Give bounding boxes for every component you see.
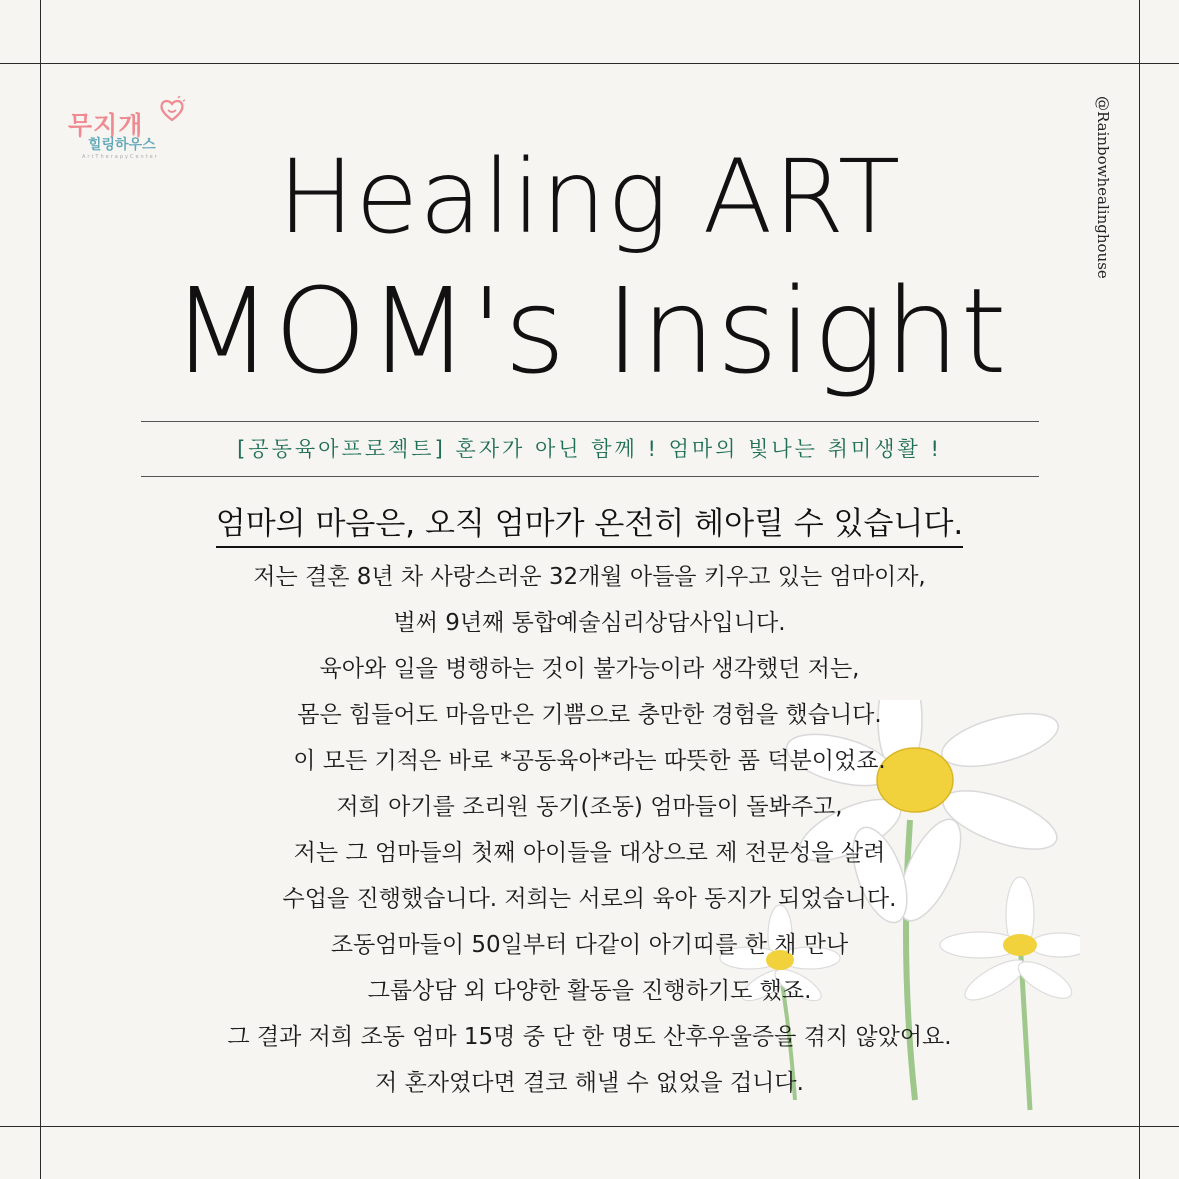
frame-line-top (0, 63, 1179, 64)
body-line: 육아와 일을 병행하는 것이 불가능이라 생각했던 저는, (319, 656, 860, 682)
body-line: 그 결과 저희 조동 엄마 15명 중 단 한 명도 산후우울증을 겪지 않았어요. (227, 1024, 952, 1050)
heart-logo-icon (158, 96, 186, 124)
body-line: 이 모든 기적은 바로 *공동육아*라는 따뜻한 품 덕분이었죠. (293, 748, 886, 774)
title-line-2: MOM's Insight (171, 262, 1008, 400)
headline-text: 엄마의 마음은, 오직 엄마가 온전히 헤아릴 수 있습니다. (216, 498, 964, 548)
subtitle-rule-bottom (141, 476, 1039, 477)
body-line: 몸은 힘들어도 마음만은 기쁨으로 충만한 경험을 했습니다. (297, 702, 882, 728)
logo-tagline: ArtTherapyCenter (82, 154, 159, 160)
body-line: 벌써 9년째 통합예술심리상담사입니다. (393, 610, 786, 636)
body-line: 그룹상담 외 다양한 활동을 진행하기도 했죠. (367, 978, 812, 1004)
frame-line-bottom (0, 1126, 1179, 1127)
body-line: 저는 그 엄마들의 첫째 아이들을 대상으로 제 전문성을 살려 (293, 840, 886, 866)
logo-sub-text: 힐링하우스 (88, 137, 156, 153)
body-line: 저는 결혼 8년 차 사랑스러운 32개월 아들을 키우고 있는 엄마이자, (253, 564, 926, 590)
title-line-1: Healing ART (277, 138, 902, 257)
subtitle: [공동육아프로젝트] 혼자가 아닌 함께 ! 엄마의 빛나는 취미생활 ! (237, 437, 942, 461)
logo-main-text: 무지개 (68, 111, 144, 140)
body-line: 저 혼자였다면 결코 해낼 수 없었을 겁니다. (375, 1070, 804, 1096)
body-text (0, 560, 1179, 1112)
body-line: 조동엄마들이 50일부터 다같이 아기띠를 한 채 만나 (330, 932, 849, 958)
social-handle-text: @Rainbowhealinghouse (1094, 96, 1112, 279)
headline (0, 498, 1179, 548)
body-line: 수업을 진행했습니다. 저희는 서로의 육아 동지가 되었습니다. (282, 886, 897, 912)
subtitle-rule-top (141, 421, 1039, 422)
body-line: 저희 아기를 조리원 동기(조동) 엄마들이 돌봐주고, (336, 794, 843, 820)
